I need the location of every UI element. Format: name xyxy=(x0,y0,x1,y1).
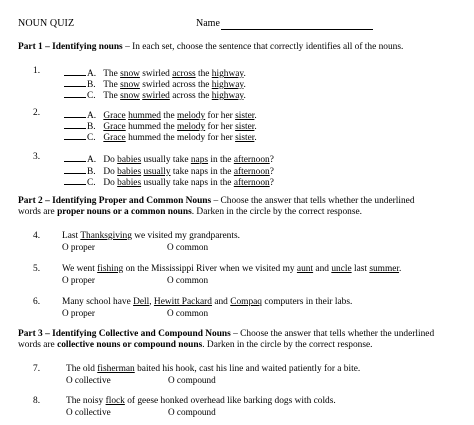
q7-option-compound[interactable]: O compound xyxy=(168,375,216,385)
q2-choice-c[interactable]: C. Grace hummed the melody for her sister. xyxy=(64,130,257,144)
question-6-number: 6. xyxy=(33,297,41,307)
question-3-number: 3. xyxy=(33,152,41,162)
question-2-number: 2. xyxy=(33,108,41,118)
q6-option-proper[interactable]: O proper xyxy=(62,308,95,318)
q3-choice-b[interactable]: B. Do babies usually take naps in the afternoon? xyxy=(64,164,274,178)
answer-blank[interactable] xyxy=(64,130,86,140)
q2-choice-a[interactable]: A. Grace hummed the melody for her sister. xyxy=(64,108,257,122)
question-7-text: The old fisherman baited his hook, cast his line and waited patiently for a bite. xyxy=(66,364,361,374)
answer-blank[interactable] xyxy=(64,77,86,87)
q4-option-common[interactable]: O common xyxy=(167,242,209,252)
question-8-text: The noisy flock of geese honked overhead like barking dogs with colds. xyxy=(66,396,336,406)
part2-heading xyxy=(18,196,415,207)
part2-instructions-line2: words are proper nouns or a common nouns. Darken in the circle by the correct response. xyxy=(18,207,362,217)
q8-option-compound[interactable]: O compound xyxy=(168,407,216,417)
question-6-text: Many school have Dell, Hewitt Packard and Compaq computers in their labs. xyxy=(62,297,353,307)
part1-heading xyxy=(18,42,403,53)
answer-blank[interactable] xyxy=(64,119,86,129)
answer-blank[interactable] xyxy=(64,88,86,98)
answer-blank[interactable] xyxy=(64,164,86,174)
quiz-title: NOUN QUIZ xyxy=(18,18,75,29)
answer-blank[interactable] xyxy=(64,108,86,118)
part1-title: Part 1 – Identifying nouns xyxy=(18,42,123,52)
question-8-number: 8. xyxy=(33,396,41,406)
answer-blank[interactable] xyxy=(64,175,86,185)
q5-option-proper[interactable]: O proper xyxy=(62,275,95,285)
question-1-number: 1. xyxy=(33,66,41,76)
part2-title: Part 2 – Identifying Proper and Common Nouns xyxy=(18,196,212,206)
q3-choice-a[interactable]: A. Do babies usually take naps in the afternoon? xyxy=(64,152,274,166)
q1-choice-a[interactable]: A. The snow swirled across the highway. xyxy=(64,66,246,80)
question-5-number: 5. xyxy=(33,264,41,274)
name-label: Name xyxy=(196,18,220,29)
question-4-text: Last Thanksgiving we visited my grandparents. xyxy=(62,231,240,241)
part2-instructions: – Choose the answer that tells whether the underlined xyxy=(211,196,415,206)
q2-choice-b[interactable]: B. Grace hummed the melody for her sister. xyxy=(64,119,257,133)
q5-option-common[interactable]: O common xyxy=(167,275,209,285)
question-5-text: We went fishing on the Mississippi River when we visited my aunt and uncle last summer. xyxy=(62,264,402,274)
part3-heading xyxy=(18,329,434,340)
q1-choice-c[interactable]: C. The snow swirled across the highway. xyxy=(64,88,246,102)
q6-option-common[interactable]: O common xyxy=(167,308,209,318)
answer-blank[interactable] xyxy=(64,66,86,76)
answer-blank[interactable] xyxy=(64,152,86,162)
question-7-number: 7. xyxy=(33,364,41,374)
q1-choice-b[interactable]: B. The snow swirled across the highway. xyxy=(64,77,246,91)
part3-instructions-line2: words are collective nouns or compound nouns. Darken in the circle by the correct response. xyxy=(18,340,373,350)
q7-option-collective[interactable]: O collective xyxy=(66,375,111,385)
part3-instructions: – Choose the answer that tells whether the underlined xyxy=(230,329,435,339)
q8-option-collective[interactable]: O collective xyxy=(66,407,111,417)
part3-title: Part 3 – Identifying Collective and Compound Nouns xyxy=(18,329,231,339)
q4-option-proper[interactable]: O proper xyxy=(62,242,95,252)
name-field-line[interactable] xyxy=(221,29,373,30)
q3-choice-c[interactable]: C. Do babies usually take naps in the afternoon? xyxy=(64,175,274,189)
part1-instructions: – In each set, choose the sentence that correctly identifies all of the nouns. xyxy=(122,42,404,52)
question-4-number: 4. xyxy=(33,231,41,241)
